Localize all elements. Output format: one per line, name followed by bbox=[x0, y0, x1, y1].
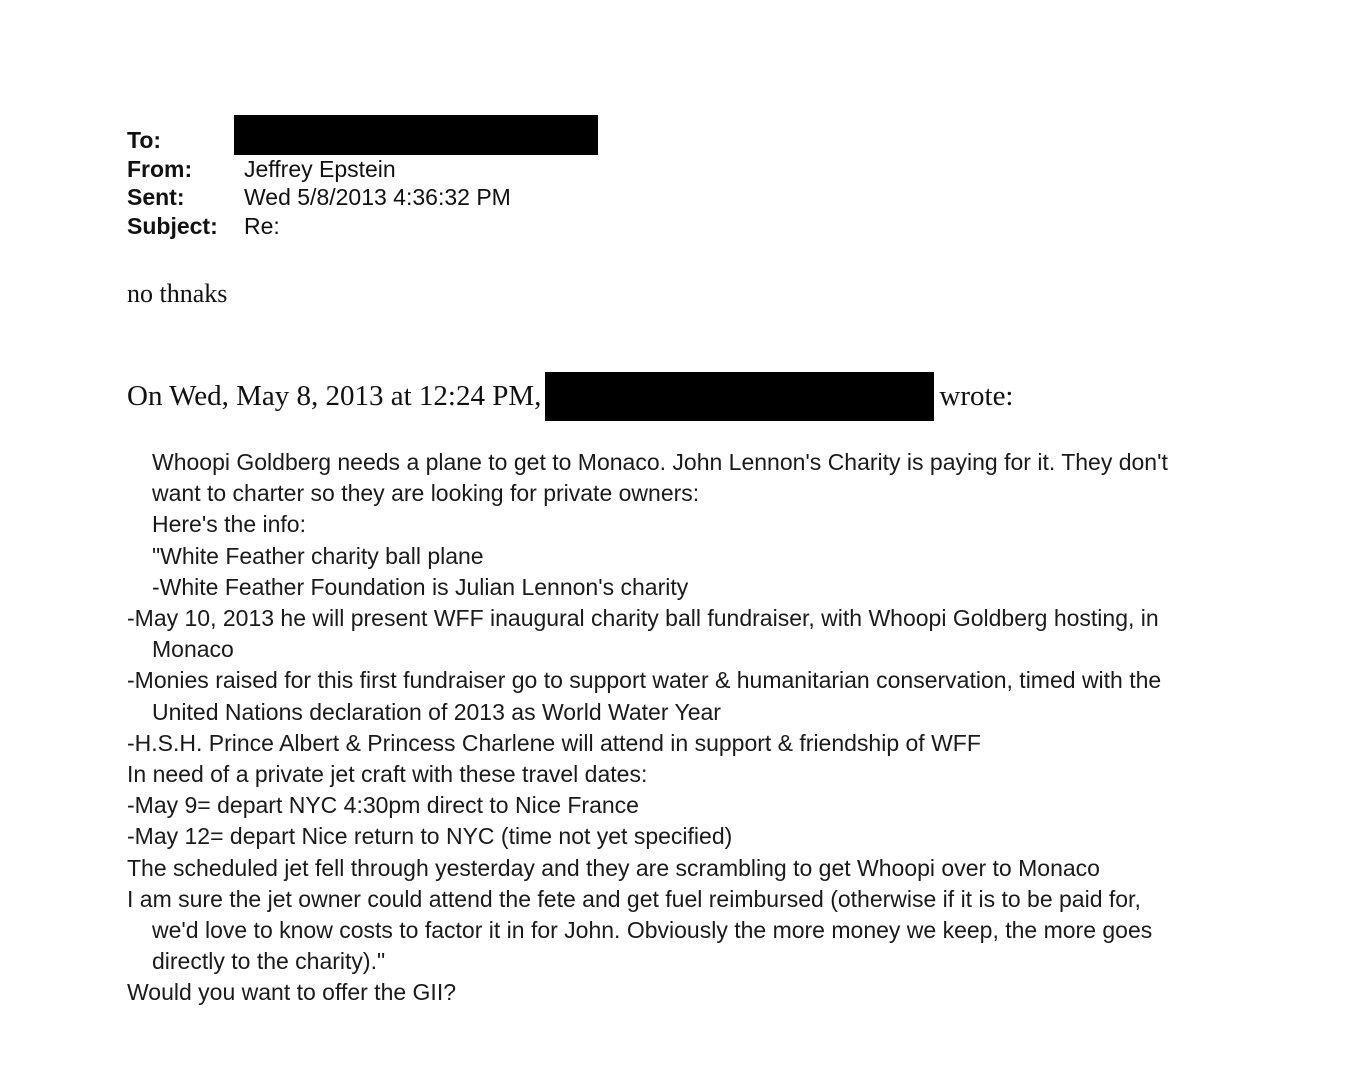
quoted-line: directly to the charity)." bbox=[152, 948, 386, 975]
attribution-wrote: wrote: bbox=[939, 380, 1014, 412]
from-row bbox=[127, 155, 598, 184]
quoted-line: Would you want to offer the GII? bbox=[127, 979, 457, 1006]
sent-label: Sent: bbox=[127, 184, 185, 210]
quoted-line: "White Feather charity ball plane bbox=[152, 542, 484, 569]
quoted-line: I am sure the jet owner could attend the fete and get fuel reimbursed (otherwise if it is to be paid for, bbox=[127, 885, 1141, 912]
to-row bbox=[127, 126, 598, 155]
redacted-sender bbox=[545, 372, 934, 421]
subject-value: Re: bbox=[244, 212, 280, 239]
quoted-line: Whoopi Goldberg needs a plane to get to Monaco. John Lennon's Charity is paying for it. They don't bbox=[152, 449, 1168, 475]
sent-value: Wed 5/8/2013 4:36:32 PM bbox=[244, 184, 511, 210]
quoted-line: -May 9= depart NYC 4:30pm direct to Nice France bbox=[127, 792, 639, 819]
quoted-line: The scheduled jet fell through yesterday and they are scrambling to get Whoopi over to Monaco bbox=[127, 854, 1100, 881]
from-value: Jeffrey Epstein bbox=[244, 155, 396, 182]
quoted-line: United Nations declaration of 2013 as World Water Year bbox=[152, 698, 721, 725]
quote-attribution bbox=[127, 372, 1014, 421]
quoted-line: -H.S.H. Prince Albert & Princess Charlene will attend in support & friendship of WFF bbox=[127, 729, 981, 756]
quoted-message bbox=[127, 447, 1257, 1009]
from-label: From: bbox=[127, 155, 193, 182]
reply-text: no thnaks bbox=[127, 279, 228, 308]
quoted-line: we'd love to know costs to factor it in for John. Obviously the more money we keep, the more goes bbox=[152, 917, 1153, 944]
quoted-line: Here's the info: bbox=[152, 511, 306, 538]
subject-label: Subject: bbox=[127, 212, 218, 239]
sent-row bbox=[127, 183, 598, 212]
quoted-line: want to charter so they are looking for private owners: bbox=[152, 480, 700, 507]
to-label: To: bbox=[127, 127, 162, 153]
quoted-line: -May 10, 2013 he will present WFF inaugural charity ball fundraiser, with Whoopi Goldberg hosting, in bbox=[127, 605, 1159, 632]
email-header bbox=[127, 126, 598, 240]
quoted-line: -May 12= depart Nice return to NYC (time not yet specified) bbox=[127, 823, 733, 850]
quoted-line: -Monies raised for this first fundraiser go to support water & humanitarian conservation, timed with the bbox=[127, 667, 1162, 694]
quoted-line: Monaco bbox=[152, 636, 234, 663]
subject-row bbox=[127, 212, 598, 241]
redacted-recipient bbox=[234, 115, 598, 155]
quoted-line: In need of a private jet craft with these travel dates: bbox=[127, 761, 648, 788]
attribution-date: On Wed, May 8, 2013 at 12:24 PM, bbox=[127, 380, 542, 412]
quoted-line: -White Feather Foundation is Julian Lennon's charity bbox=[152, 573, 689, 600]
